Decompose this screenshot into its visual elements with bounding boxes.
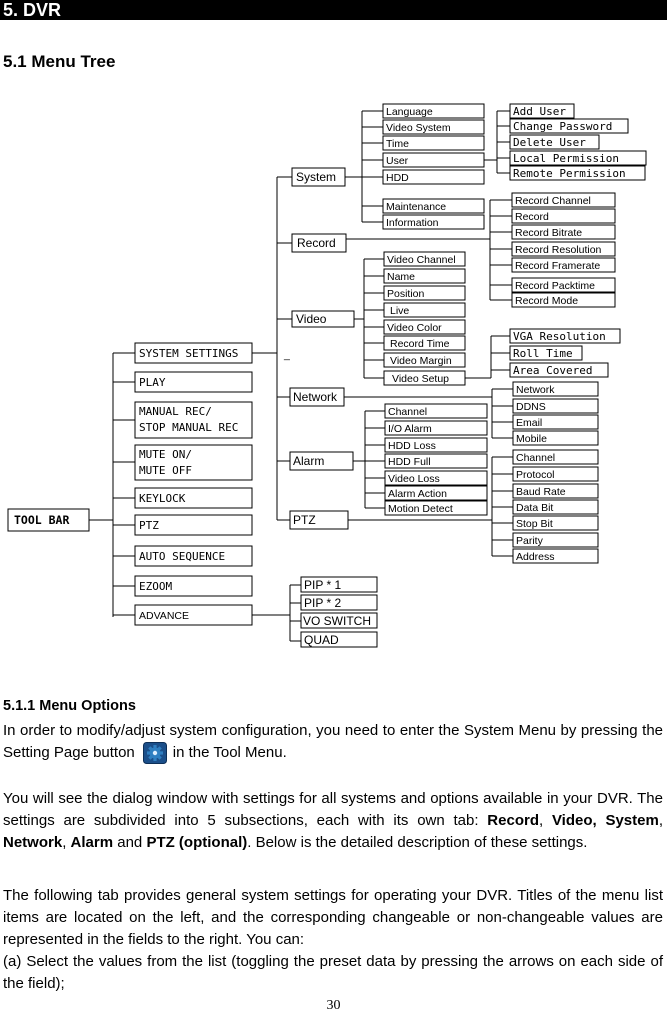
menu-tabs [290,168,354,529]
alarm-item-hdd-loss: HDD Loss [388,440,436,452]
network-item-ddns: DDNS [516,401,546,413]
paragraph-intro-tail: in the Tool Menu. [172,744,287,761]
paragraph-system-tab: The following tab provides general system settings for operating your DVR. Titles of the menu list items are located on the left, and the corresponding changeable or non-changeable values are represented in the fields to the right. You can: [3,887,663,948]
tab-system: System [296,170,337,184]
user-item-add-user: Add User [513,105,566,118]
advance-item-vo-switch: VO SWITCH [303,614,371,628]
separator: , [62,834,67,851]
ptz-item-data-bit: Data Bit [516,502,554,514]
alarm-item-io-alarm: I/O Alarm [388,423,432,435]
paragraph-tabs [3,788,663,854]
separator: , [658,812,663,829]
stray-mark: _ [284,349,290,361]
user-item-delete-user: Delete User [513,136,586,149]
system-items [383,104,484,229]
tab-name-record: Record [487,812,539,829]
conjunction: and [117,834,143,851]
system-item-video-system: Video System [386,122,451,134]
tab-alarm: Alarm [293,454,325,468]
toolbar-item-keylock: KEYLOCK [139,492,186,505]
advance-item-pip-1: PIP * 1 [304,578,342,592]
tab-name-alarm: Alarm [70,834,114,851]
paragraph-option-a: (a) Select the values from the list (toggling the preset data by pressing the arrows on each side of the field); [3,953,663,992]
paragraph-intro [3,720,663,764]
record-item-record-framerate: Record Framerate [515,260,601,272]
record-item-record-packtime: Record Packtime [515,280,595,292]
page-number: 30 [326,998,341,1013]
ptz-item-baud-rate: Baud Rate [516,486,566,498]
video-item-position: Position [387,288,425,300]
video-setup-item-roll-time: Roll Time [513,347,573,360]
setting-page-gear-icon [143,742,167,764]
toolbar-item-ptz: PTZ [139,519,159,532]
toolbar-items [135,343,252,625]
user-item-remote-permission: Remote Permission [513,167,626,180]
system-item-maintenance: Maintenance [386,201,447,213]
toolbar-item-advance: ADVANCE [139,610,189,622]
ptz-item-stop-bit: Stop Bit [516,518,553,530]
record-item-record-resolution: Record Resolution [515,244,602,256]
separator: , [538,812,544,829]
tab-name-video-system: Video, System [551,812,659,829]
user-item-change-password: Change Password [513,120,613,133]
network-item-network: Network [516,384,555,396]
record-items [512,193,615,307]
video-item-video-color: Video Color [387,322,442,334]
advance-items [301,577,377,647]
video-item-video-margin: Video Margin [390,355,452,367]
section-title: 5.1 Menu Tree [3,52,116,71]
video-item-video-setup: Video Setup [392,373,450,385]
record-item-record-mode: Record Mode [515,295,579,307]
video-item-name: Name [387,271,416,283]
system-item-user: User [386,155,409,167]
video-setup-items [510,329,620,377]
toolbar-item-mute-on: MUTE ON/ [139,448,192,461]
toolbar-item-auto-sequence: AUTO SEQUENCE [139,550,226,563]
tab-video: Video [296,312,327,326]
alarm-item-channel: Channel [388,406,428,418]
record-item-record: Record [515,211,549,223]
video-item-video-channel: Video Channel [387,254,456,266]
alarm-item-video-loss: Video Loss [388,473,440,485]
alarm-items [385,404,487,515]
advance-item-pip-2: PIP * 2 [304,596,342,610]
toolbar-root-node [8,509,89,531]
tab-name-ptz: PTZ (optional) [146,834,248,851]
user-item-local-permission: Local Permission [513,152,619,165]
paragraph-tabs-tail: . Below is the detailed description of these settings. [247,834,588,851]
toolbar-item-stop-manual-rec: STOP MANUAL REC [139,421,239,434]
alarm-item-hdd-full: HDD Full [388,456,431,468]
paragraph-intro-text: In order to modify/adjust system configuration, you need to enter the System Menu by pressing the Setting Page button [3,722,663,761]
toolbar-item-ezoom: EZOOM [139,580,173,593]
ptz-items [513,450,598,563]
toolbar-item-manual-rec: MANUAL REC/ [139,405,212,418]
tab-ptz: PTZ [293,513,316,527]
tab-network: Network [293,390,338,404]
video-item-record-time: Record Time [390,338,450,350]
chapter-title: 5. DVR [0,0,667,20]
ptz-item-parity: Parity [516,535,543,547]
toolbar-item-play: PLAY [139,376,166,389]
paragraph-tabs-lead: You will see the dialog window with settings for all systems and options available in your DVR. The settings are subdivided into 5 subsections, each with its own tab: [3,790,663,829]
record-item-record-channel: Record Channel [515,195,591,207]
advance-item-quad: QUAD [304,633,339,647]
video-setup-item-vga-resolution: VGA Resolution [513,330,606,343]
ptz-item-address: Address [516,551,555,563]
network-items [513,382,598,445]
tab-record: Record [297,236,336,250]
subsection-title: 5.1.1 Menu Options [3,698,136,714]
video-items [384,252,465,385]
system-item-language: Language [386,106,433,118]
toolbar-root-label: TOOL BAR [14,513,70,527]
system-item-time: Time [386,138,409,150]
system-item-hdd: HDD [386,172,409,184]
menu-tree-diagram [0,95,667,655]
user-items [510,104,646,180]
ptz-item-channel: Channel [516,452,556,464]
toolbar-item-system-settings: SYSTEM SETTINGS [139,347,239,360]
tab-name-network: Network [3,834,63,851]
toolbar-item-mute-off: MUTE OFF [139,464,192,477]
video-setup-item-area-covered: Area Covered [513,364,593,377]
system-item-information: Information [386,217,439,229]
video-item-live: Live [390,305,410,317]
alarm-item-motion-detect: Motion Detect [388,503,453,515]
network-item-email: Email [516,417,543,429]
alarm-item-alarm-action: Alarm Action [388,488,447,500]
ptz-item-protocol: Protocol [516,469,555,481]
network-item-mobile: Mobile [516,433,547,445]
record-item-record-bitrate: Record Bitrate [515,227,583,239]
